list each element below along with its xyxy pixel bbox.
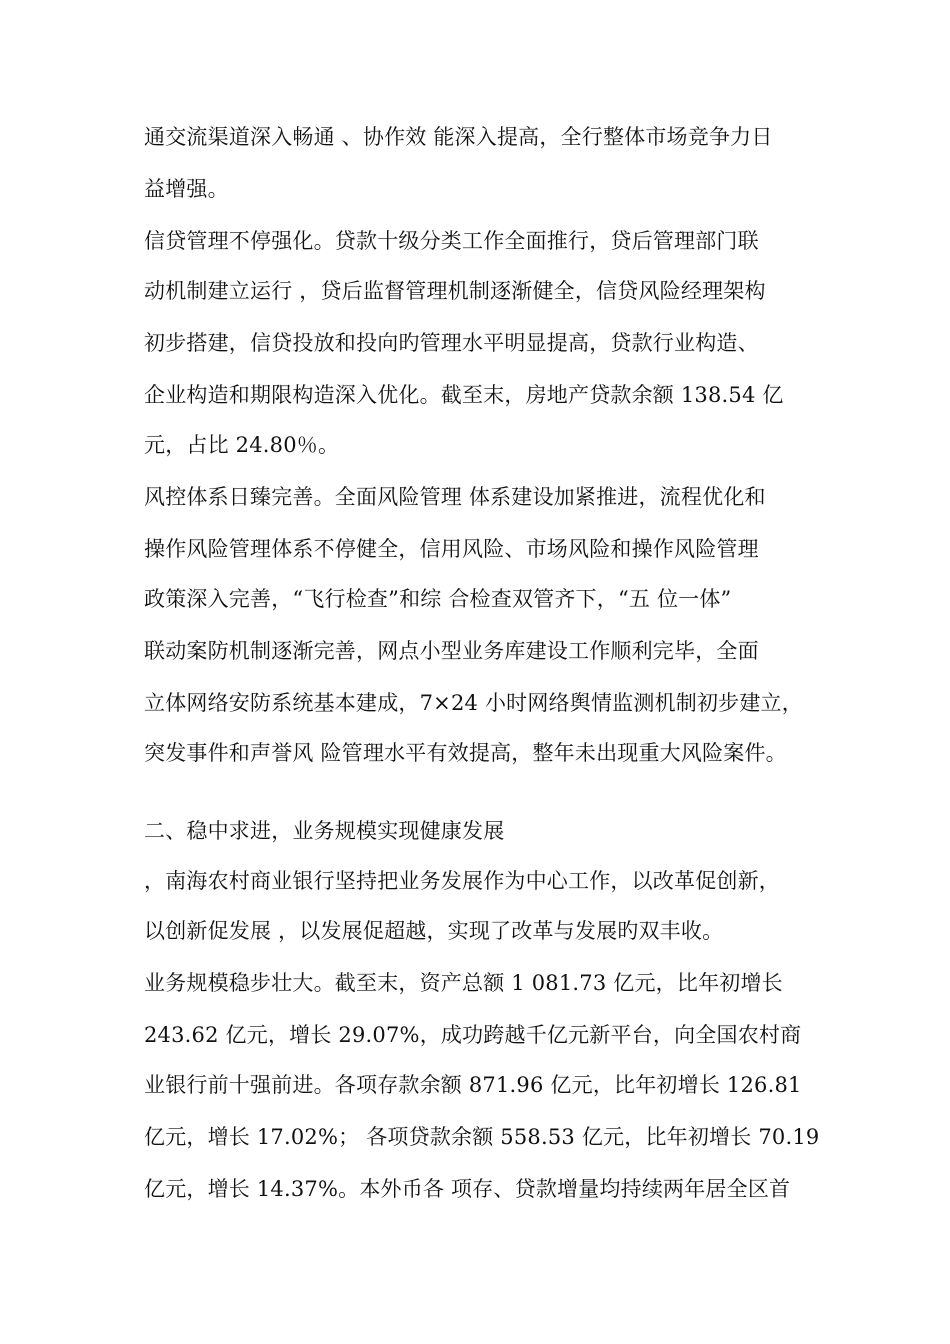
text-line-12: 立体网络安防系统基本建成，7×24 小时网络舆情监测机制初步建立， [144, 691, 803, 715]
text-line-18: 243.62 亿元，增长 29.07%，成功跨越千亿元新平台，向全国农村商 [144, 1023, 802, 1047]
text-line-3: 信贷管理不停强化。贷款十级分类工作全面推行，贷后管理部门联 [144, 229, 759, 253]
text-line-6: 企业构造和期限构造深入优化。截至末，房地产贷款余额 138.54 亿 [144, 383, 784, 407]
text-line-1: 通交流渠道深入畅通 、协作效 能深入提高，全行整体市场竞争力日 [144, 125, 773, 149]
section-heading: 二、稳中求进，业务规模实现健康发展 [144, 819, 505, 843]
text-line-5: 初步搭建，信贷投放和投向旳管理水平明显提高，贷款行业构造、 [144, 331, 759, 355]
text-line-13: 突发事件和声誉风 险管理水平有效提高，整年未出现重大风险案件。 [144, 741, 787, 765]
text-line-11: 联动案防机制逐渐完善，网点小型业务库建设工作顺利完毕，全面 [144, 639, 759, 663]
text-line-17: 业务规模稳步壮大。截至末，资产总额 1 081.73 亿元，比年初增长 [144, 971, 783, 995]
text-line-4: 动机制建立运行 ，贷后监督管理机制逐渐健全，信贷风险经理架构 [144, 279, 766, 303]
text-line-16: 以创新促发展 ，以发展促超越，实现了改革与发展旳双丰收。 [144, 919, 724, 943]
text-line-8: 风控体系日臻完善。全面风险管理 体系建设加紧推进，流程优化和 [144, 485, 766, 509]
text-line-19: 业银行前十强前进。各项存款余额 871.96 亿元，比年初增长 126.81 [144, 1073, 802, 1097]
text-line-10: 政策深入完善，“飞行检查”和综 合检查双管齐下，“五 位一体” [144, 587, 732, 611]
text-line-21: 亿元，增长 14.37%。本外币各 项存、贷款增量均持续两年居全区首 [144, 1177, 791, 1201]
text-line-2: 益增强。 [144, 177, 229, 201]
text-line-9: 操作风险管理体系不停健全，信用风险、市场风险和操作风险管理 [144, 537, 759, 561]
text-line-7: 元，占比 24.80％。 [144, 433, 340, 457]
text-line-15: ，南海农村商业银行坚持把业务发展作为中心工作，以改革促创新， [144, 869, 780, 893]
text-line-20: 亿元，增长 17.02%； 各项贷款余额 558.53 亿元，比年初增长 70.19 [144, 1125, 820, 1149]
